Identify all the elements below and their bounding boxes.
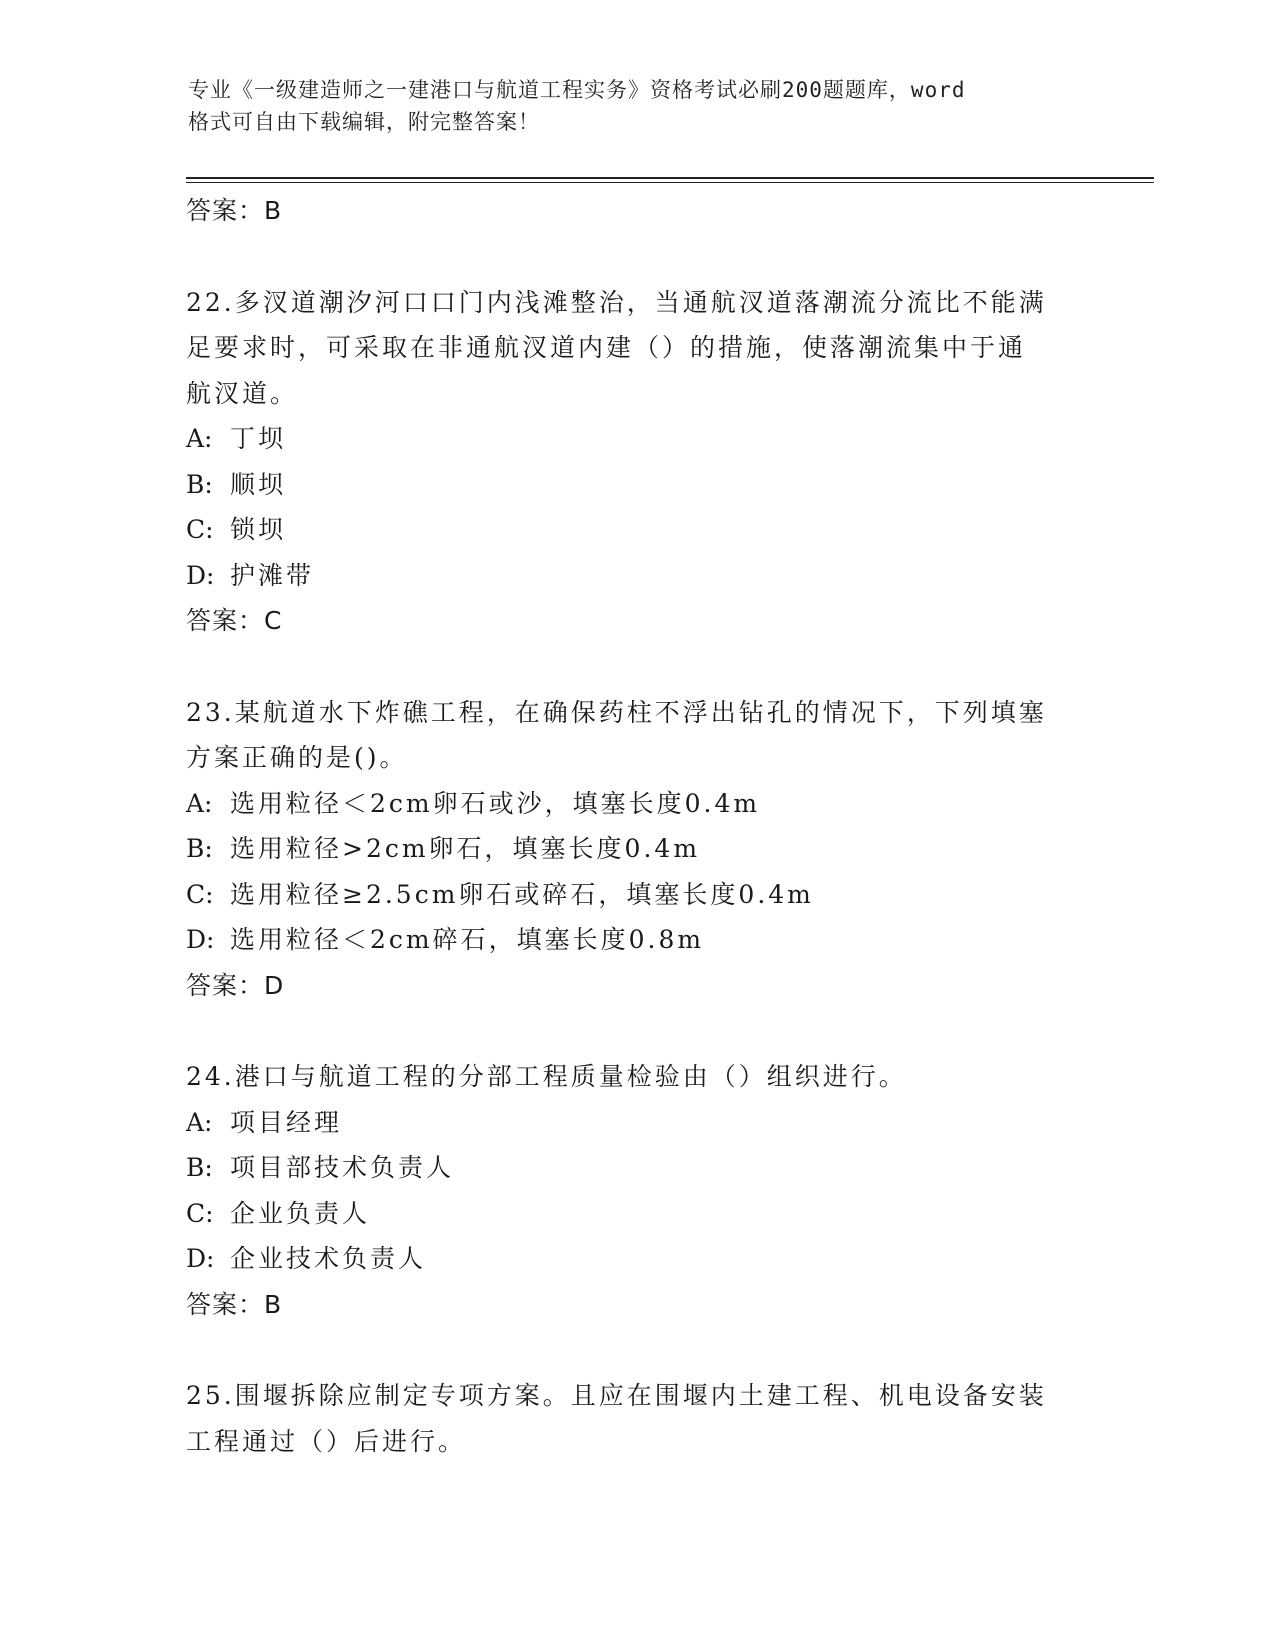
option-key: A: xyxy=(186,788,213,818)
option-text: 丁坝 xyxy=(230,424,287,453)
question-block xyxy=(186,1373,1086,1464)
option-key: B: xyxy=(186,469,213,499)
option-key: D: xyxy=(186,925,215,954)
question-stem-line: 25.围堰拆除应制定专项方案。且应在围堰内土建工程、机电设备安装 xyxy=(186,1381,1047,1410)
option-text: 护滩带 xyxy=(230,560,315,590)
option-text: 项目经理 xyxy=(230,1107,343,1137)
option-c xyxy=(186,1191,1086,1237)
option-c xyxy=(186,507,1086,553)
option-key: B: xyxy=(186,834,213,863)
option-key: D: xyxy=(186,1244,215,1273)
answer-line: 答案：C xyxy=(186,606,283,635)
option-text: 顺坝 xyxy=(230,469,287,499)
option-key: B: xyxy=(186,1153,213,1182)
question-stem-line: 足要求时，可采取在非通航汊道内建（）的措施，使落潮流集中于通 xyxy=(186,333,1027,362)
spacer xyxy=(186,644,1086,690)
option-key: A: xyxy=(186,424,213,453)
document-body xyxy=(186,188,1086,1464)
answer-line: 答案：D xyxy=(186,970,285,1000)
option-c xyxy=(186,872,1086,918)
header-line-2: 格式可自由下载编辑，附完整答案！ xyxy=(188,110,540,134)
option-key: C: xyxy=(186,879,214,909)
question-stem-line: 方案正确的是()。 xyxy=(186,743,408,772)
option-b xyxy=(186,1145,1086,1191)
spacer xyxy=(186,234,1086,280)
option-text: 项目部技术负责人 xyxy=(230,1153,455,1182)
option-a xyxy=(186,781,1086,827)
question-stem-line: 23.某航道水下炸礁工程，在确保药柱不浮出钻孔的情况下，下列填塞 xyxy=(186,697,1047,727)
spacer xyxy=(186,1327,1086,1373)
question-block xyxy=(186,280,1086,644)
spacer xyxy=(186,1008,1086,1054)
option-a xyxy=(186,1100,1086,1146)
option-text: 选用粒径＜2cm卵石或沙，填塞长度0.4m xyxy=(230,788,761,818)
option-text: 企业技术负责人 xyxy=(230,1244,427,1273)
option-text: 选用粒径＜2cm碎石，填塞长度0.8m xyxy=(230,925,705,954)
option-text: 选用粒径>2cm卵石，填塞长度0.4m xyxy=(230,834,701,863)
option-d xyxy=(186,553,1086,599)
option-b xyxy=(186,826,1086,872)
header-rule xyxy=(186,177,1154,179)
answer-line: 答案：B xyxy=(186,196,283,225)
answer-line: 答案：B xyxy=(186,1289,283,1319)
option-key: C: xyxy=(186,1198,214,1228)
question-stem-line: 航汊道。 xyxy=(186,378,299,408)
question-block xyxy=(186,1054,1086,1327)
option-text: 企业负责人 xyxy=(230,1198,371,1228)
option-key: A: xyxy=(186,1107,213,1137)
option-key: D: xyxy=(186,560,215,590)
question-stem-line: 22.多汊道潮汐河口口门内浅滩整治，当通航汊道落潮流分流比不能满 xyxy=(186,287,1047,317)
header-line-1: 专业《一级建造师之一建港口与航道工程实务》资格考试必刷200题题库，word xyxy=(188,78,966,102)
question-stem-line: 24.港口与航道工程的分部工程质量检验由（）组织进行。 xyxy=(186,1062,907,1091)
option-a xyxy=(186,416,1086,462)
question-stem-line: 工程通过（）后进行。 xyxy=(186,1426,467,1456)
question-block xyxy=(186,690,1086,1009)
header-rule-thin xyxy=(186,182,1154,183)
option-b xyxy=(186,462,1086,508)
option-text: 锁坝 xyxy=(230,515,287,544)
option-d xyxy=(186,1236,1086,1282)
option-key: C: xyxy=(186,515,214,544)
option-text: 选用粒径≥2.5cm卵石或碎石，填塞长度0.4m xyxy=(230,879,814,909)
option-d xyxy=(186,917,1086,963)
page-header xyxy=(188,74,1068,138)
